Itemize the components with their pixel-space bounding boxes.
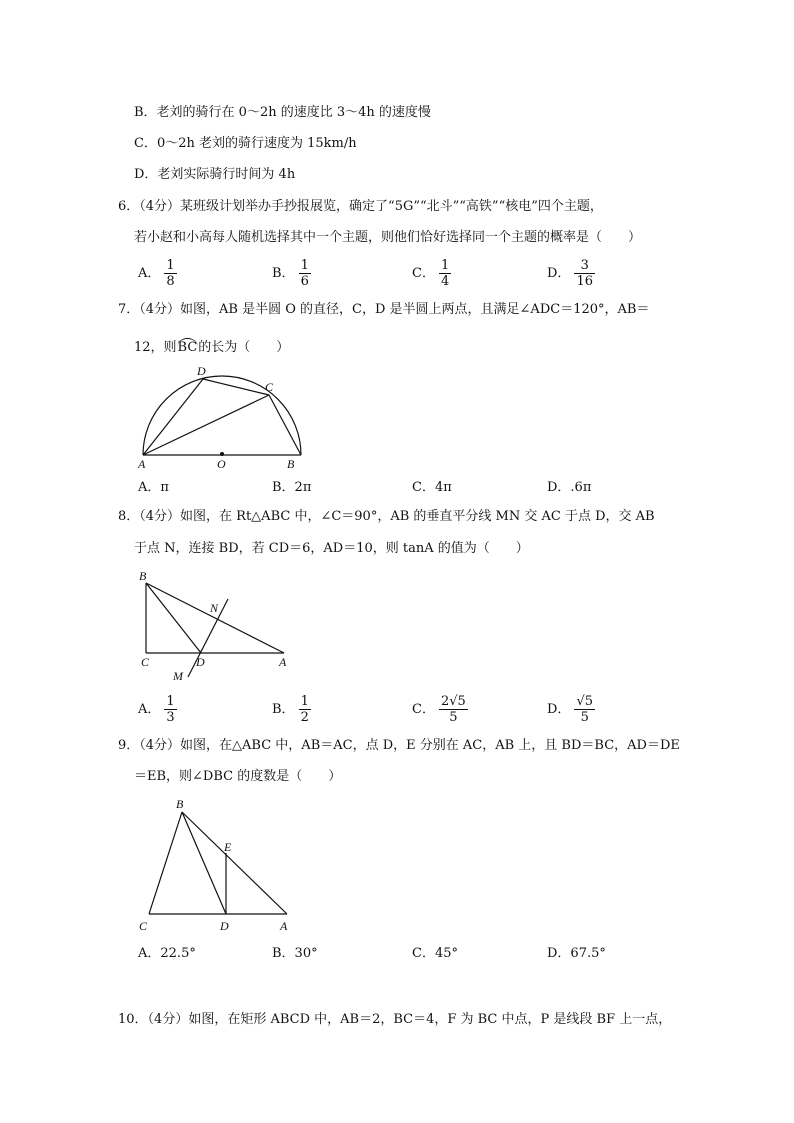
label-o: O (217, 457, 226, 471)
label-c: C (139, 919, 148, 933)
q7-option-c: C．4π (412, 480, 452, 495)
numerator: 1 (166, 694, 175, 709)
fraction (574, 694, 595, 725)
option-label: B． (272, 702, 295, 717)
denominator: 5 (580, 710, 589, 725)
q7-option-a: A．π (138, 480, 169, 495)
q10-stem-line1: 10．（4分）如图，在矩形 ABCD 中，AB＝2，BC＝4，F 为 BC 中点，P 是线段 BF 上一点， (118, 1012, 672, 1027)
fraction (574, 258, 595, 289)
q8-right-triangle-figure (130, 565, 300, 685)
label-a: A (279, 655, 287, 669)
q6-option-b (272, 258, 311, 289)
label-c: C (141, 655, 150, 669)
numerator: √5 (576, 694, 593, 709)
label-a: A (138, 457, 146, 471)
q8-option-d (547, 694, 595, 725)
q9-stem-line2: ＝EB，则∠DBC 的度数是（ ） (134, 769, 342, 784)
fraction (299, 694, 311, 725)
q7-stem-suffix: 的长为（ ） (198, 340, 290, 355)
segment-bd (146, 583, 201, 653)
q9-option-d: D．67.5° (547, 946, 606, 961)
chord-dc (203, 379, 269, 395)
numerator: 1 (440, 258, 450, 273)
q7-option-b: B．2π (272, 480, 312, 495)
q9-option-c: C．45° (412, 946, 458, 961)
q5-option-d: D．老刘实际骑行时间为 4h (134, 167, 296, 182)
label-b: B (139, 569, 147, 583)
label-b: B (287, 457, 295, 471)
numerator: 1 (166, 258, 175, 273)
option-label: C． (412, 702, 435, 717)
q9-stem-line1: 9．（4分）如图，在△ABC 中，AB＝AC，点 D，E 分别在 AC，AB 上，且 BD＝BC，AD＝DE (118, 738, 680, 753)
label-b: B (176, 797, 184, 811)
q8-option-a (138, 694, 177, 725)
fraction (299, 258, 311, 289)
q6-option-d (547, 258, 595, 289)
denominator: 4 (440, 274, 450, 289)
option-label: A． (138, 266, 161, 281)
q7-stem-line2 (134, 338, 289, 357)
q6-stem-line1: 6．（4分）某班级计划举办手抄报展览，确定了“5G”“北斗”“高铁”“核电”四个主题， (118, 199, 603, 214)
label-m: M (173, 669, 183, 683)
label-d: D (220, 919, 229, 933)
chord-cb (269, 395, 301, 455)
numerator: 1 (300, 694, 309, 709)
q7-stem-prefix: 12，则 (134, 340, 177, 355)
denominator: 8 (166, 274, 175, 289)
numerator: 2√5 (440, 694, 466, 709)
q9-option-b: B．30° (272, 946, 318, 961)
fraction (439, 694, 468, 725)
option-label: A． (138, 702, 161, 717)
side-ab (182, 812, 287, 914)
chord-ad (143, 379, 203, 455)
numerator: 1 (300, 258, 309, 273)
q5-option-c: C．0～2h 老刘的骑行速度为 15km/h (134, 136, 357, 151)
q6-stem-line2: 若小赵和小高每人随机选择其中一个主题，则他们恰好选择同一个主题的概率是（ ） (134, 230, 642, 245)
option-label: B． (272, 266, 295, 281)
q7-option-d: D．.6π (547, 480, 592, 495)
denominator: 6 (300, 274, 309, 289)
side-ab (146, 583, 284, 653)
q8-stem-line2: 于点 N，连接 BD，若 CD＝6，AD＝10，则 tanA 的值为（ ） (134, 541, 529, 556)
numerator: 3 (574, 258, 595, 274)
denominator: 16 (576, 274, 593, 289)
option-label: D． (547, 702, 571, 717)
fraction (439, 258, 451, 289)
label-d: D (196, 655, 205, 669)
denominator: 5 (449, 710, 458, 725)
label-a: A (280, 919, 288, 933)
label-d: D (197, 364, 206, 378)
label-n: N (210, 601, 219, 615)
arc-bc-notation: BC (177, 340, 198, 355)
q9-triangle-figure (130, 793, 300, 938)
q7-stem-line1: 7．（4分）如图，AB 是半圆 O 的直径，C，D 是半圆上两点，且满足∠ADC＝120°，AB＝ (118, 302, 650, 317)
segment-bd (182, 812, 226, 914)
q8-stem-line1: 8．（4分）如图，在 Rt△ABC 中，∠C＝90°，AB 的垂直平分线 MN 交 AC 于点 D，交 AB (118, 509, 655, 524)
q5-option-b: B．老刘的骑行在 0～2h 的速度比 3～4h 的速度慢 (134, 105, 431, 120)
denominator: 3 (166, 710, 175, 725)
q8-option-b (272, 694, 311, 725)
option-label: D． (547, 266, 571, 281)
label-e: E (224, 840, 232, 854)
perpendicular-bisector-mn (188, 599, 228, 677)
q8-option-c (412, 694, 468, 725)
option-label: C． (412, 266, 435, 281)
fraction (164, 258, 176, 289)
denominator: 2 (300, 710, 309, 725)
q6-option-c (412, 258, 451, 289)
q7-semicircle-figure (130, 360, 310, 475)
center-point-o (220, 452, 224, 456)
q6-option-a (138, 258, 177, 289)
label-c: C (265, 380, 274, 394)
q9-option-a: A．22.5° (138, 946, 196, 961)
fraction (164, 694, 176, 725)
side-bc (149, 812, 182, 914)
